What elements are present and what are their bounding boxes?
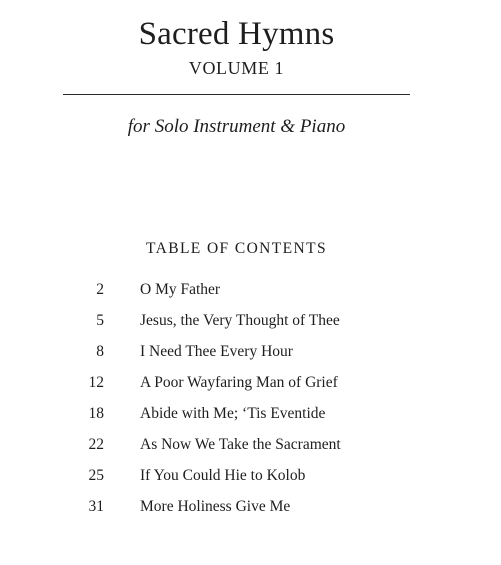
toc-page-number: 22	[88, 436, 104, 453]
toc-page-number: 8	[96, 343, 104, 360]
toc-entry	[0, 496, 501, 527]
toc-page-number: 5	[96, 312, 104, 329]
toc-entry	[0, 403, 501, 434]
toc-page-number: 31	[88, 498, 104, 515]
toc-hymn-title: If You Could Hie to Kolob	[140, 467, 306, 484]
toc-entry	[0, 310, 501, 341]
page-subtitle: for Solo Instrument & Piano	[127, 116, 346, 137]
toc-hymn-title: More Holiness Give Me	[140, 498, 291, 515]
toc-page-number: 25	[88, 467, 104, 484]
toc-page-number: 18	[88, 405, 104, 422]
toc-list	[0, 279, 501, 527]
toc-entry	[0, 279, 501, 310]
toc-hymn-title: Abide with Me; ‘Tis Eventide	[140, 405, 326, 422]
toc-entry	[0, 341, 501, 372]
toc-entry	[0, 465, 501, 496]
toc-hymn-title: Jesus, the Very Thought of Thee	[140, 312, 340, 329]
toc-hymn-title: A Poor Wayfaring Man of Grief	[140, 374, 338, 391]
toc-entry	[0, 372, 501, 403]
toc-hymn-title: I Need Thee Every Hour	[140, 343, 293, 360]
toc-page-number: 12	[88, 374, 104, 391]
toc-hymn-title: As Now We Take the Sacrament	[140, 436, 341, 453]
toc-entry	[0, 434, 501, 465]
toc-page-number: 2	[96, 281, 104, 298]
title-divider	[63, 94, 410, 95]
page-title: Sacred Hymns	[138, 16, 335, 52]
toc-heading: TABLE OF CONTENTS	[145, 240, 327, 257]
toc-hymn-title: O My Father	[140, 281, 221, 298]
volume-label: VOLUME 1	[188, 58, 285, 78]
